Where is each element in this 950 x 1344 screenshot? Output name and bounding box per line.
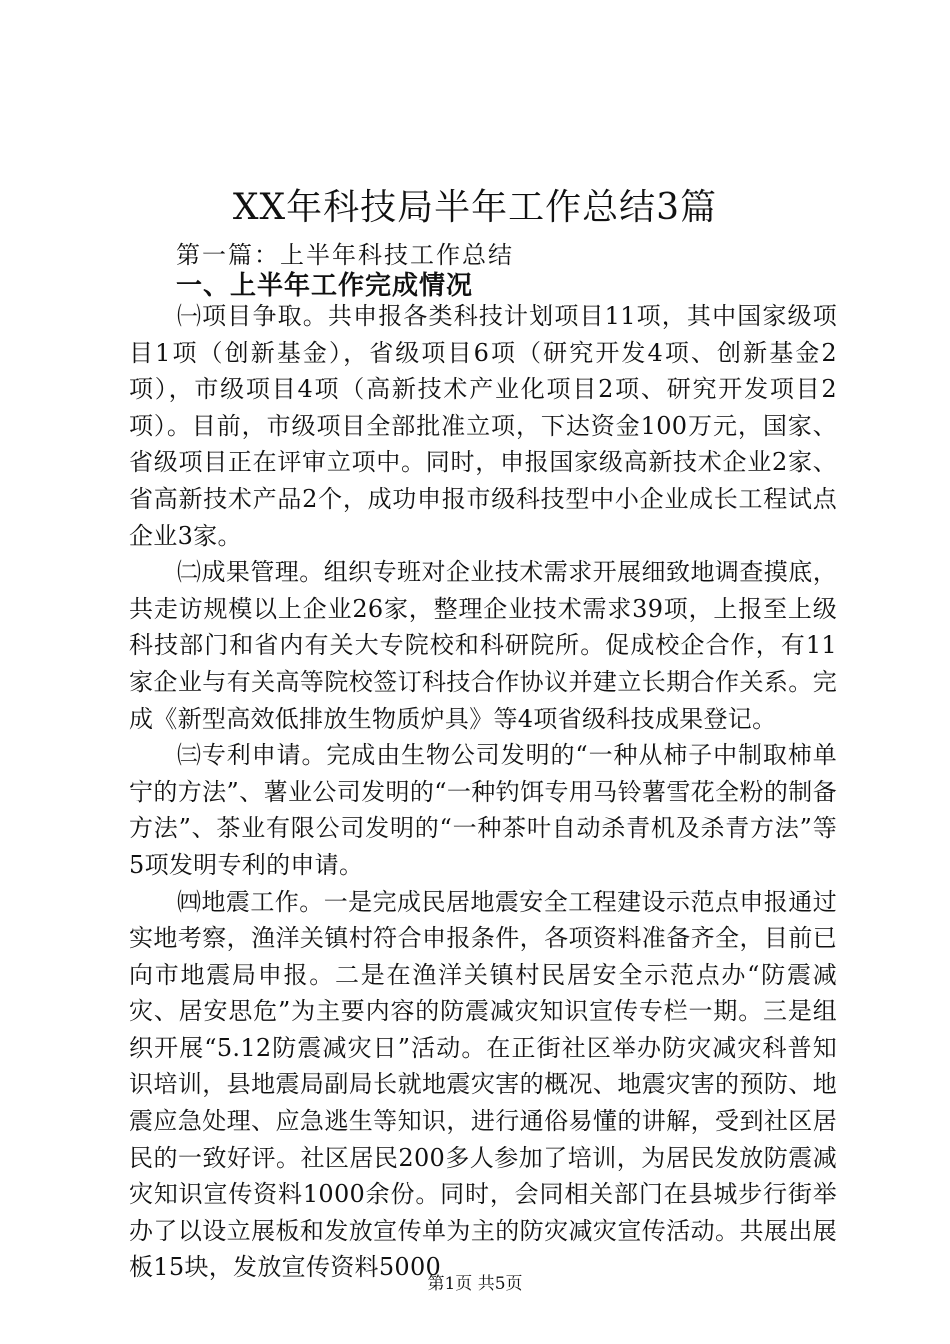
document-body xyxy=(129,298,837,1286)
paragraph-patent-applications: ㈢专利申请。完成由生物公司发明的“一种从柿子中制取柿单宁的方法”、薯业公司发明的“一种钓饵专用马铃薯雪花全粉的制备方法”、茶业有限公司发明的“一种茶叶自动杀青机及杀青方法”等5项发明专利的申请。 xyxy=(129,741,837,879)
paragraph-project-applications: ㈠项目争取。共申报各类科技计划项目11项，其中国家级项目1项（创新基金），省级项目6项（研究开发4项、创新基金2项），市级项目4项（高新技术产业化项目2项、研究开发项目2项）。目前，市级项目全部批准立项，下达资金100万元，国家、省级项目正在评审立项中。同时，申报国家级高新技术企业2家、省高新技术产品2个，成功申报市级科技型中小企业成长工程试点企业3家。 xyxy=(129,302,837,550)
document-title: XX年科技局半年工作总结3篇 xyxy=(232,187,718,228)
part-title: 第一篇：上半年科技工作总结 xyxy=(176,241,514,269)
page-footer: 第1页 共5页 xyxy=(427,1274,523,1294)
paragraph-earthquake-work: ㈣地震工作。一是完成民居地震安全工程建设示范点申报通过实地考察，渔洋关镇村符合申报条件，各项资料准备齐全，目前已向市地震局申报。二是在渔洋关镇村民居安全示范点办“防震减灾、居安思危”为主要内容的防震减灾知识宣传专栏一期。三是组织开展“5.12防震减灾日”活动。在正街社区举办防灾减灾科普知识培训，县地震局副局长就地震灾害的概况、地震灾害的预防、地震应急处理、应急逃生等知识，进行通俗易懂的讲解，受到社区居民的一致好评。社区居民200多人参加了培训，为居民发放防震减灾知识宣传资料1000余份。同时，会同相关部门在县城步行街举办了以设立展板和发放宣传单为主的防灾减灾宣传活动。共展出展板15块，发放宣传资料5000 xyxy=(129,887,837,1282)
paragraph-achievement-management: ㈡成果管理。组织专班对企业技术需求开展细致地调查摸底，共走访规模以上企业26家，整理企业技术需求39项，上报至上级科技部门和省内有关大专院校和科研院所。促成校企合作，有11家企业与有关高等院校签订科技合作协议并建立长期合作关系。完成《新型高效低排放生物质炉具》等4项省级科技成果登记。 xyxy=(129,558,837,733)
section-heading: 一、上半年工作完成情况 xyxy=(176,271,474,301)
